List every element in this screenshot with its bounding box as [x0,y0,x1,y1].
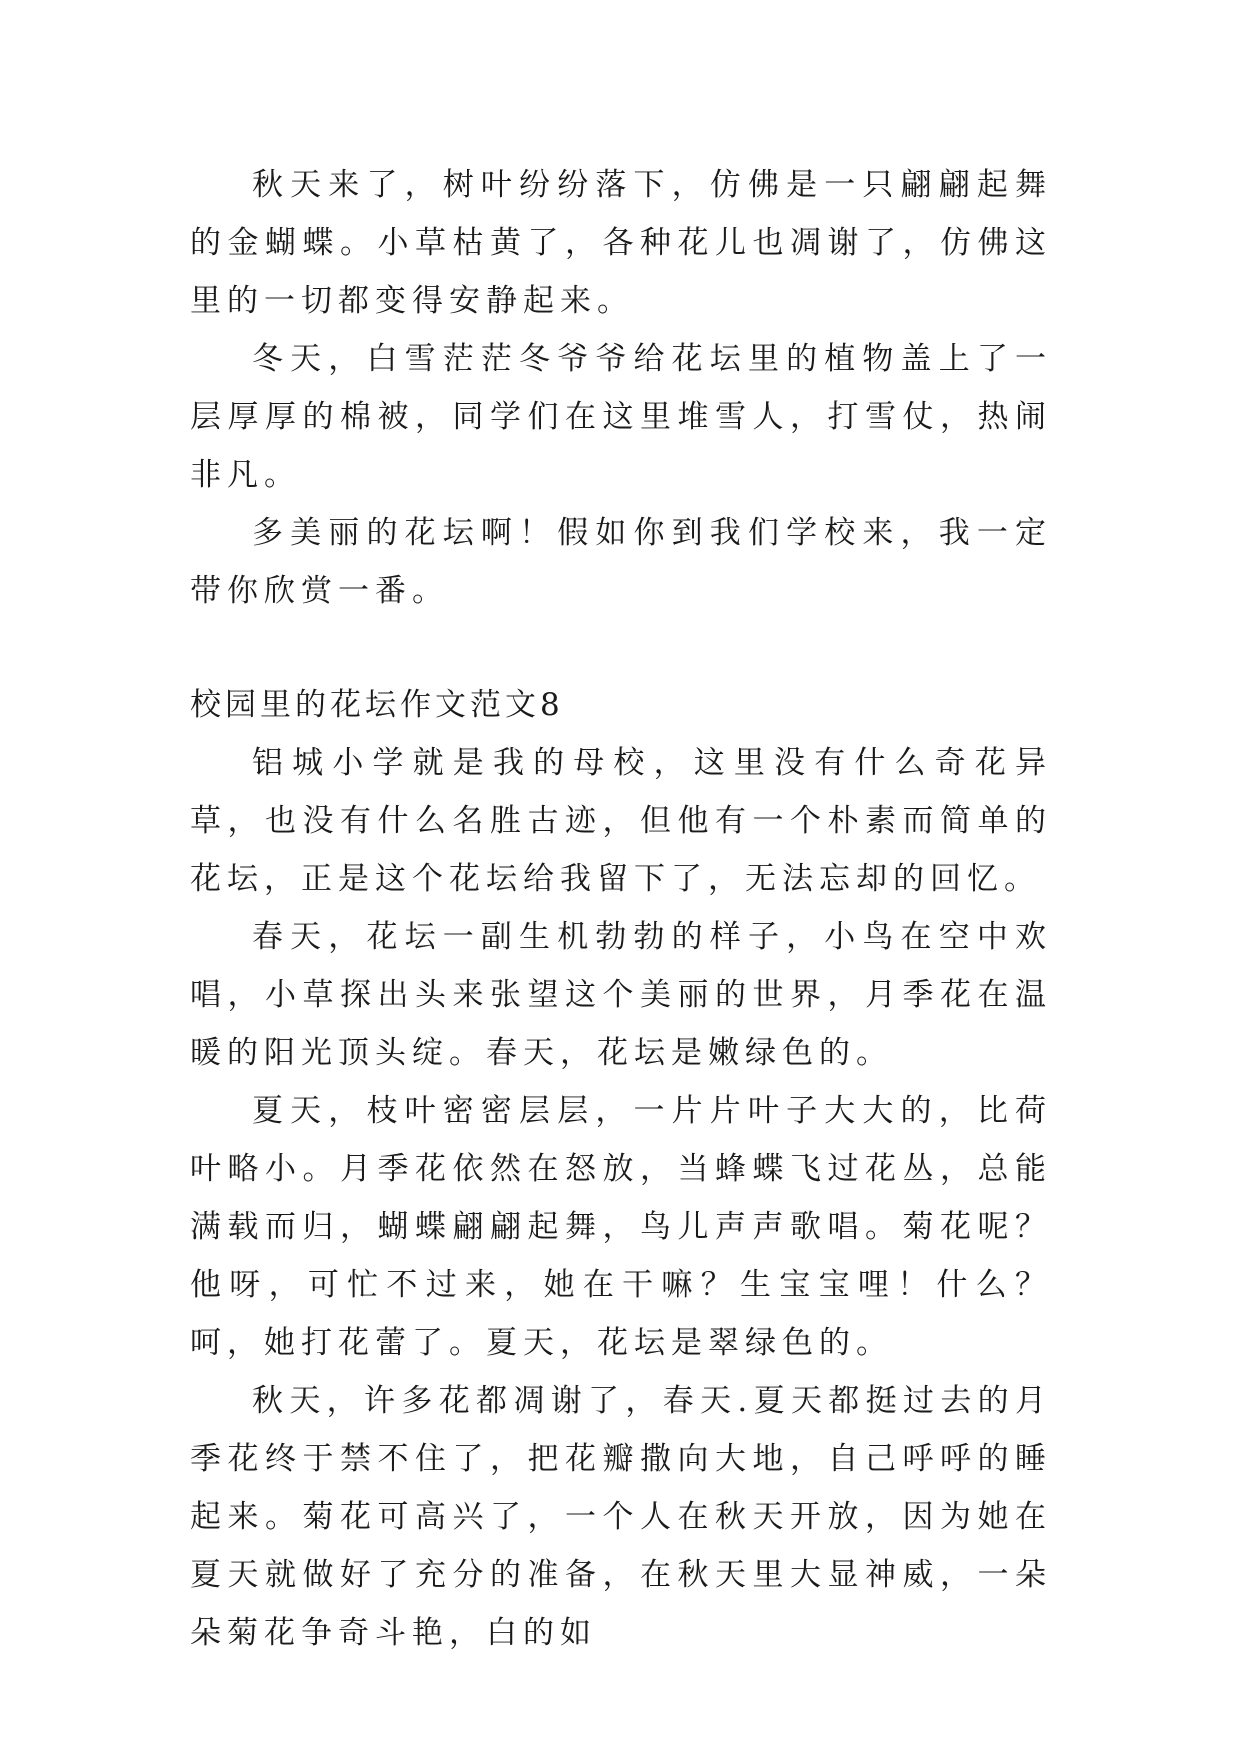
paragraph-autumn: 秋天来了，树叶纷纷落下，仿佛是一只翩翩起舞的金蝴蝶。小草枯黄了，各种花儿也凋谢了，仿佛这里的一切都变得安静起来。 [190,167,1052,319]
paragraph-invitation: 多美丽的花坛啊！假如你到我们学校来，我一定带你欣赏一番。 [190,515,1052,609]
paragraph-spring: 春天，花坛一副生机勃勃的样子，小鸟在空中欢唱，小草探出头来张望这个美丽的世界，月季花在温暖的阳光顶头绽。春天，花坛是嫩绿色的。 [190,919,1052,1071]
section-heading: 校园里的花坛作文范文8 [190,687,564,723]
paragraph-winter: 冬天，白雪茫茫冬爷爷给花坛里的植物盖上了一层厚厚的棉被，同学们在这里堆雪人，打雪仗，热闹非凡。 [190,341,1052,493]
paragraph-summer: 夏天，枝叶密密层层，一片片叶子大大的，比荷叶略小。月季花依然在怒放，当蜂蝶飞过花丛，总能满载而归，蝴蝶翩翩起舞，鸟儿声声歌唱。菊花呢？他呀，可忙不过来，她在干嘛？生宝宝哩！什么？呵，她打花蕾了。夏天，花坛是翠绿色的。 [190,1093,1052,1361]
document-body [190,156,1052,1662]
paragraph-intro: 铝城小学就是我的母校，这里没有什么奇花异草，也没有什么名胜古迹，但他有一个朴素而简单的花坛，正是这个花坛给我留下了，无法忘却的回忆。 [190,745,1052,897]
paragraph-autumn-2: 秋天，许多花都凋谢了，春天.夏天都挺过去的月季花终于禁不住了，把花瓣撒向大地，自己呼呼的睡起来。菊花可高兴了，一个人在秋天开放，因为她在夏天就做好了充分的准备，在秋天里大显神威，一朵朵菊花争奇斗艳，白的如 [190,1383,1052,1651]
